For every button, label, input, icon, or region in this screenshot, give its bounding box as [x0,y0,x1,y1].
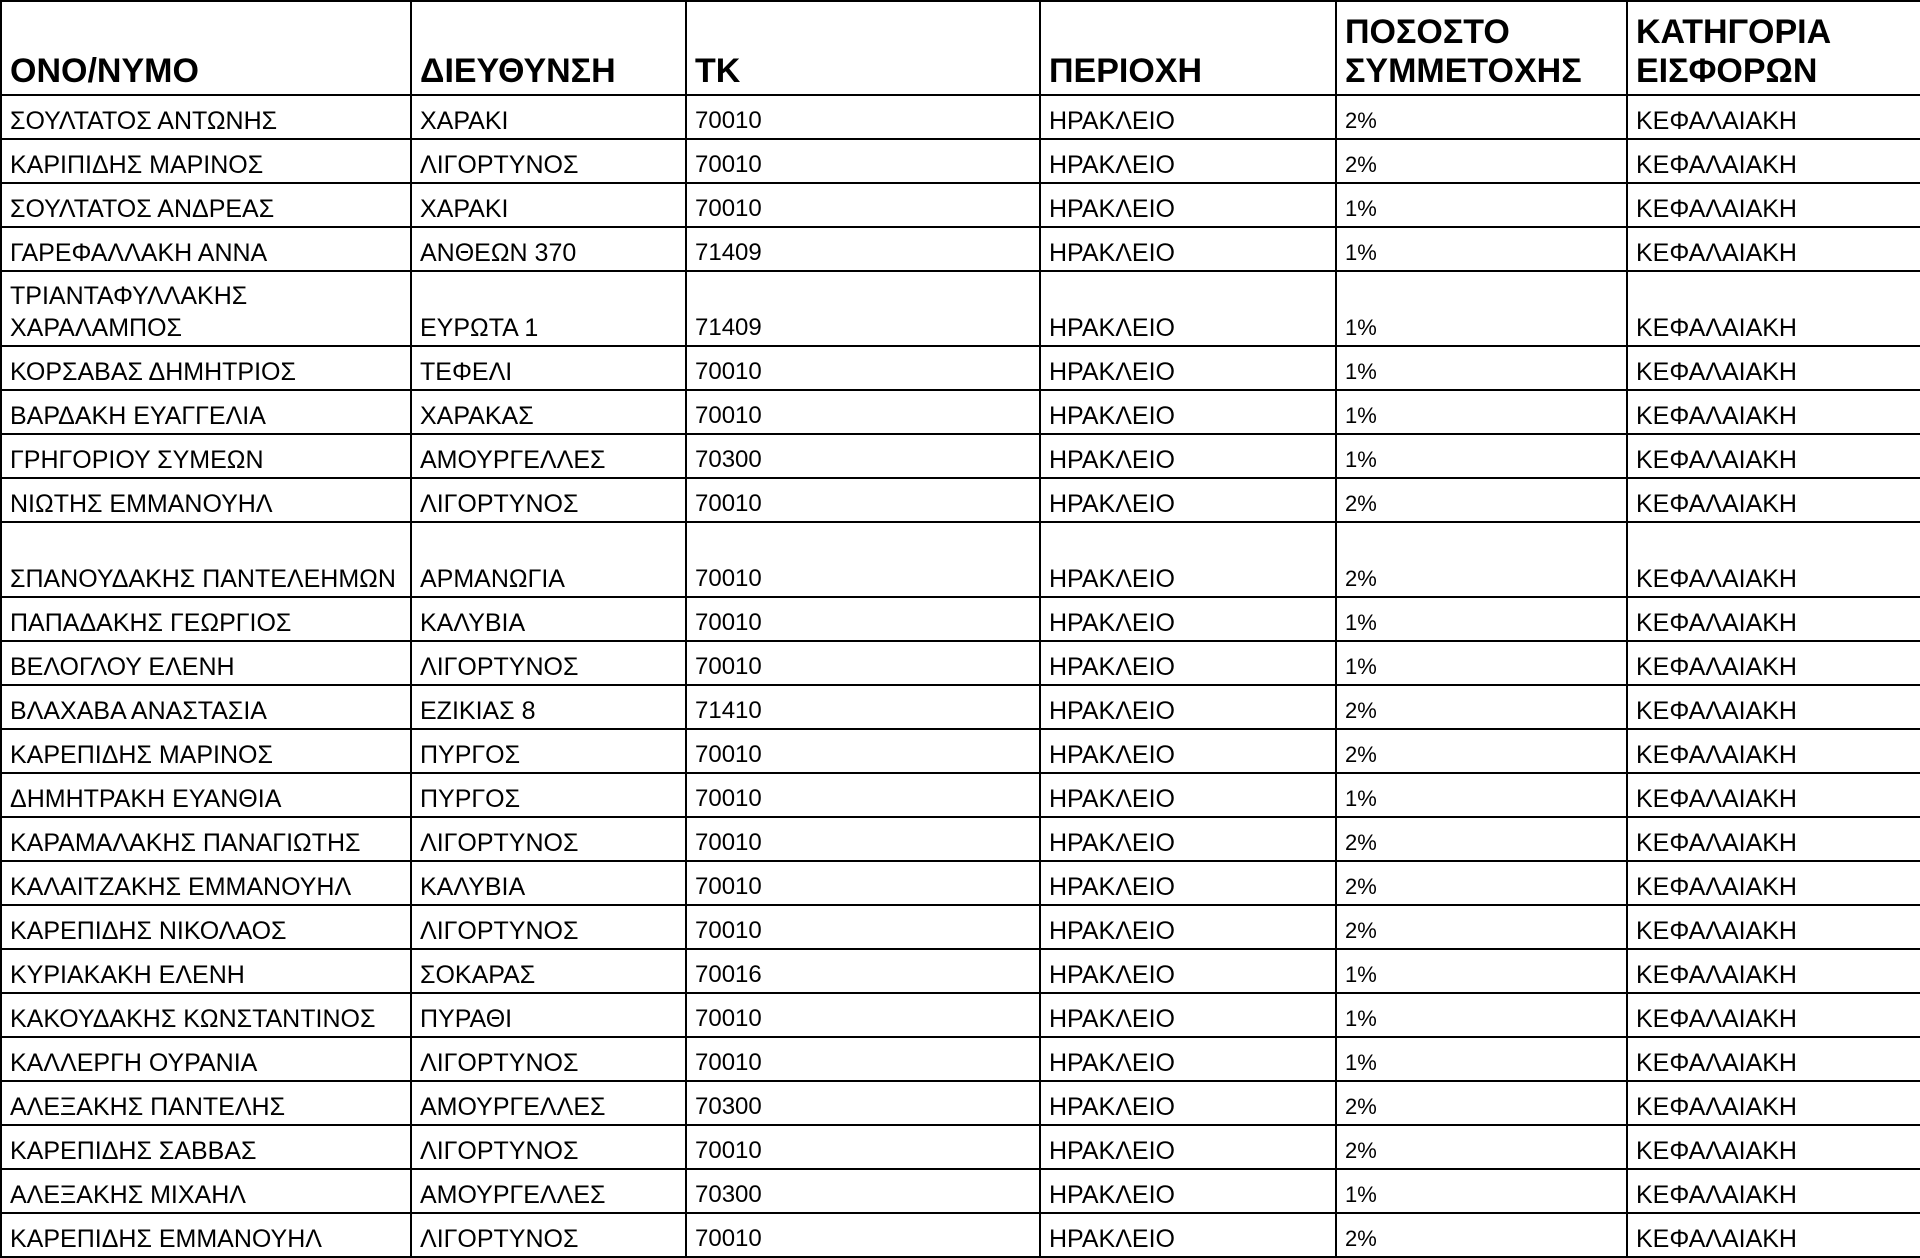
table-row [1,597,1920,641]
table-row [1,1125,1920,1169]
category-cell: ΚΕΦΑΛΑΙΑΚΗ [1627,1169,1920,1213]
region-cell: ΗΡΑΚΛΕΙΟ [1040,685,1336,729]
category-cell: ΚΕΦΑΛΑΙΑΚΗ [1627,95,1920,139]
percentage-cell: 2% [1336,1213,1627,1257]
category-cell: ΚΕΦΑΛΑΙΑΚΗ [1627,773,1920,817]
header-participation-percentage: ΠΟΣΟΣΤΟ ΣΥΜΜΕΤΟΧΗΣ [1336,1,1627,95]
table-row [1,817,1920,861]
percentage-cell: 1% [1336,434,1627,478]
category-cell: ΚΕΦΑΛΑΙΑΚΗ [1627,817,1920,861]
category-cell: ΚΕΦΑΛΑΙΑΚΗ [1627,139,1920,183]
address-cell: ΛΙΓΟΡΤΥΝΟΣ [411,1213,686,1257]
address-cell: ΕΥΡΩΤΑ 1 [411,271,686,346]
category-cell: ΚΕΦΑΛΑΙΑΚΗ [1627,861,1920,905]
region-cell: ΗΡΑΚΛΕΙΟ [1040,861,1336,905]
category-cell: ΚΕΦΑΛΑΙΑΚΗ [1627,434,1920,478]
table-row [1,183,1920,227]
region-cell: ΗΡΑΚΛΕΙΟ [1040,390,1336,434]
table-row [1,95,1920,139]
postal-code-cell: 70010 [686,641,1040,685]
category-cell: ΚΕΦΑΛΑΙΑΚΗ [1627,685,1920,729]
percentage-cell: 1% [1336,773,1627,817]
category-cell: ΚΕΦΑΛΑΙΑΚΗ [1627,478,1920,522]
name-cell: ΣΟΥΛΤΑΤΟΣ ΑΝΔΡΕΑΣ [1,183,411,227]
region-cell: ΗΡΑΚΛΕΙΟ [1040,597,1336,641]
region-cell: ΗΡΑΚΛΕΙΟ [1040,478,1336,522]
category-cell: ΚΕΦΑΛΑΙΑΚΗ [1627,993,1920,1037]
name-cell: ΤΡΙΑΝΤΑΦΥΛΛΑΚΗΣ ΧΑΡΑΛΑΜΠΟΣ [1,271,411,346]
name-cell: ΒΑΡΔΑΚΗ ΕΥΑΓΓΕΛΙΑ [1,390,411,434]
postal-code-cell: 71409 [686,271,1040,346]
category-cell: ΚΕΦΑΛΑΙΑΚΗ [1627,1081,1920,1125]
name-cell: ΚΟΡΣΑΒΑΣ ΔΗΜΗΤΡΙΟΣ [1,346,411,390]
postal-code-cell: 70010 [686,1037,1040,1081]
percentage-cell: 2% [1336,1125,1627,1169]
region-cell: ΗΡΑΚΛΕΙΟ [1040,905,1336,949]
table-row [1,1169,1920,1213]
postal-code-cell: 70010 [686,729,1040,773]
name-cell: ΚΥΡΙΑΚΑΚΗ ΕΛΕΝΗ [1,949,411,993]
percentage-cell: 1% [1336,346,1627,390]
postal-code-cell: 70010 [686,861,1040,905]
address-cell: ΣΟΚΑΡΑΣ [411,949,686,993]
address-cell: ΧΑΡΑΚΑΣ [411,390,686,434]
address-cell: ΛΙΓΟΡΤΥΝΟΣ [411,1125,686,1169]
name-cell: ΣΟΥΛΤΑΤΟΣ ΑΝΤΩΝΗΣ [1,95,411,139]
postal-code-cell: 70010 [686,478,1040,522]
percentage-cell: 1% [1336,390,1627,434]
address-cell: ΠΥΡΓΟΣ [411,773,686,817]
percentage-cell: 2% [1336,817,1627,861]
postal-code-cell: 70010 [686,1125,1040,1169]
header-region: ΠΕΡΙΟΧΗ [1040,1,1336,95]
name-cell: ΚΑΡΑΜΑΛΑΚΗΣ ΠΑΝΑΓΙΩΤΗΣ [1,817,411,861]
category-cell: ΚΕΦΑΛΑΙΑΚΗ [1627,390,1920,434]
postal-code-cell: 71409 [686,227,1040,271]
table-row [1,641,1920,685]
name-cell: ΑΛΕΞΑΚΗΣ ΠΑΝΤΕΛΗΣ [1,1081,411,1125]
address-cell: ΑΜΟΥΡΓΕΛΛΕΣ [411,1169,686,1213]
header-name: ΟΝΟ/ΝΥΜΟ [1,1,411,95]
region-cell: ΗΡΑΚΛΕΙΟ [1040,993,1336,1037]
name-cell: ΚΑΛΑΙΤΖΑΚΗΣ ΕΜΜΑΝΟΥΗΛ [1,861,411,905]
postal-code-cell: 70010 [686,346,1040,390]
category-cell: ΚΕΦΑΛΑΙΑΚΗ [1627,227,1920,271]
category-cell: ΚΕΦΑΛΑΙΑΚΗ [1627,949,1920,993]
address-cell: ΛΙΓΟΡΤΥΝΟΣ [411,478,686,522]
address-cell: ΛΙΓΟΡΤΥΝΟΣ [411,817,686,861]
region-cell: ΗΡΑΚΛΕΙΟ [1040,139,1336,183]
name-cell: ΚΑΡΕΠΙΔΗΣ ΣΑΒΒΑΣ [1,1125,411,1169]
category-cell: ΚΕΦΑΛΑΙΑΚΗ [1627,346,1920,390]
name-cell: ΚΑΡΕΠΙΔΗΣ ΜΑΡΙΝΟΣ [1,729,411,773]
category-cell: ΚΕΦΑΛΑΙΑΚΗ [1627,597,1920,641]
percentage-cell: 1% [1336,949,1627,993]
postal-code-cell: 70300 [686,434,1040,478]
table-row [1,685,1920,729]
percentage-cell: 1% [1336,993,1627,1037]
postal-code-cell: 70010 [686,817,1040,861]
table-row [1,1213,1920,1257]
name-cell: ΑΛΕΞΑΚΗΣ ΜΙΧΑΗΛ [1,1169,411,1213]
name-cell: ΣΠΑΝΟΥΔΑΚΗΣ ΠΑΝΤΕΛΕΗΜΩΝ [1,522,411,597]
percentage-cell: 1% [1336,227,1627,271]
name-cell: ΚΑΡΕΠΙΔΗΣ ΕΜΜΑΝΟΥΗΛ [1,1213,411,1257]
name-cell: ΔΗΜΗΤΡΑΚΗ ΕΥΑΝΘΙΑ [1,773,411,817]
postal-code-cell: 70010 [686,95,1040,139]
table-row [1,271,1920,346]
region-cell: ΗΡΑΚΛΕΙΟ [1040,522,1336,597]
postal-code-cell: 70010 [686,522,1040,597]
category-cell: ΚΕΦΑΛΑΙΑΚΗ [1627,1037,1920,1081]
percentage-cell: 1% [1336,597,1627,641]
table-row [1,949,1920,993]
table-row [1,1037,1920,1081]
postal-code-cell: 70300 [686,1081,1040,1125]
postal-code-cell: 70010 [686,139,1040,183]
address-cell: ΚΑΛΥΒΙΑ [411,597,686,641]
address-cell: ΠΥΡΑΘΙ [411,993,686,1037]
category-cell: ΚΕΦΑΛΑΙΑΚΗ [1627,522,1920,597]
postal-code-cell: 70010 [686,1213,1040,1257]
table-row [1,1081,1920,1125]
name-cell: ΓΡΗΓΟΡΙΟΥ ΣΥΜΕΩΝ [1,434,411,478]
percentage-cell: 2% [1336,139,1627,183]
region-cell: ΗΡΑΚΛΕΙΟ [1040,183,1336,227]
percentage-cell: 1% [1336,271,1627,346]
postal-code-cell: 70300 [686,1169,1040,1213]
header-postal-code: ΤΚ [686,1,1040,95]
address-cell: ΛΙΓΟΡΤΥΝΟΣ [411,139,686,183]
postal-code-cell: 70016 [686,949,1040,993]
address-cell: ΠΥΡΓΟΣ [411,729,686,773]
percentage-cell: 2% [1336,729,1627,773]
postal-code-cell: 70010 [686,183,1040,227]
table-row [1,227,1920,271]
region-cell: ΗΡΑΚΛΕΙΟ [1040,773,1336,817]
region-cell: ΗΡΑΚΛΕΙΟ [1040,1081,1336,1125]
postal-code-cell: 71410 [686,685,1040,729]
postal-code-cell: 70010 [686,597,1040,641]
table-row [1,139,1920,183]
category-cell: ΚΕΦΑΛΑΙΑΚΗ [1627,1125,1920,1169]
table-row [1,522,1920,597]
region-cell: ΗΡΑΚΛΕΙΟ [1040,95,1336,139]
address-cell: ΛΙΓΟΡΤΥΝΟΣ [411,1037,686,1081]
category-cell: ΚΕΦΑΛΑΙΑΚΗ [1627,271,1920,346]
header-contribution-category: ΚΑΤΗΓΟΡΙΑ ΕΙΣΦΟΡΩΝ [1627,1,1920,95]
percentage-cell: 2% [1336,861,1627,905]
region-cell: ΗΡΑΚΛΕΙΟ [1040,641,1336,685]
address-cell: ΕΖΙΚΙΑΣ 8 [411,685,686,729]
percentage-cell: 1% [1336,1037,1627,1081]
region-cell: ΗΡΑΚΛΕΙΟ [1040,227,1336,271]
percentage-cell: 2% [1336,1081,1627,1125]
name-cell: ΓΑΡΕΦΑΛΛΑΚΗ ΑΝΝΑ [1,227,411,271]
table-row [1,905,1920,949]
address-cell: ΚΑΛΥΒΙΑ [411,861,686,905]
percentage-cell: 1% [1336,1169,1627,1213]
address-cell: ΧΑΡΑΚΙ [411,95,686,139]
region-cell: ΗΡΑΚΛΕΙΟ [1040,729,1336,773]
percentage-cell: 2% [1336,905,1627,949]
region-cell: ΗΡΑΚΛΕΙΟ [1040,346,1336,390]
region-cell: ΗΡΑΚΛΕΙΟ [1040,1169,1336,1213]
region-cell: ΗΡΑΚΛΕΙΟ [1040,1037,1336,1081]
name-cell: ΚΑΛΛΕΡΓΗ ΟΥΡΑΝΙΑ [1,1037,411,1081]
region-cell: ΗΡΑΚΛΕΙΟ [1040,1213,1336,1257]
address-cell: ΑΝΘΕΩΝ 370 [411,227,686,271]
category-cell: ΚΕΦΑΛΑΙΑΚΗ [1627,1213,1920,1257]
name-cell: ΚΑΡΕΠΙΔΗΣ ΝΙΚΟΛΑΟΣ [1,905,411,949]
name-cell: ΒΕΛΟΓΛΟΥ ΕΛΕΝΗ [1,641,411,685]
category-cell: ΚΕΦΑΛΑΙΑΚΗ [1627,905,1920,949]
postal-code-cell: 70010 [686,993,1040,1037]
table-row [1,390,1920,434]
header-row [1,1,1920,95]
address-cell: ΤΕΦΕΛΙ [411,346,686,390]
name-cell: ΒΛΑΧΑΒΑ ΑΝΑΣΤΑΣΙΑ [1,685,411,729]
table-row [1,434,1920,478]
name-cell: ΚΑΡΙΠΙΔΗΣ ΜΑΡΙΝΟΣ [1,139,411,183]
address-cell: ΑΜΟΥΡΓΕΛΛΕΣ [411,1081,686,1125]
address-cell: ΧΑΡΑΚΙ [411,183,686,227]
table-row [1,993,1920,1037]
name-cell: ΚΑΚΟΥΔΑΚΗΣ ΚΩΝΣΤΑΝΤΙΝΟΣ [1,993,411,1037]
table-row [1,478,1920,522]
address-cell: ΛΙΓΟΡΤΥΝΟΣ [411,641,686,685]
percentage-cell: 1% [1336,183,1627,227]
category-cell: ΚΕΦΑΛΑΙΑΚΗ [1627,641,1920,685]
address-cell: ΑΡΜΑΝΩΓΙΑ [411,522,686,597]
percentage-cell: 1% [1336,641,1627,685]
address-cell: ΑΜΟΥΡΓΕΛΛΕΣ [411,434,686,478]
table-row [1,346,1920,390]
name-cell: ΠΑΠΑΔΑΚΗΣ ΓΕΩΡΓΙΟΣ [1,597,411,641]
region-cell: ΗΡΑΚΛΕΙΟ [1040,434,1336,478]
table-row [1,729,1920,773]
percentage-cell: 2% [1336,95,1627,139]
region-cell: ΗΡΑΚΛΕΙΟ [1040,271,1336,346]
address-cell: ΛΙΓΟΡΤΥΝΟΣ [411,905,686,949]
region-cell: ΗΡΑΚΛΕΙΟ [1040,949,1336,993]
percentage-cell: 2% [1336,478,1627,522]
header-address: ΔΙΕΥΘΥΝΣΗ [411,1,686,95]
postal-code-cell: 70010 [686,905,1040,949]
table-row [1,773,1920,817]
postal-code-cell: 70010 [686,773,1040,817]
category-cell: ΚΕΦΑΛΑΙΑΚΗ [1627,183,1920,227]
name-cell: ΝΙΩΤΗΣ ΕΜΜΑΝΟΥΗΛ [1,478,411,522]
percentage-cell: 2% [1336,522,1627,597]
percentage-cell: 2% [1336,685,1627,729]
region-cell: ΗΡΑΚΛΕΙΟ [1040,817,1336,861]
region-cell: ΗΡΑΚΛΕΙΟ [1040,1125,1336,1169]
postal-code-cell: 70010 [686,390,1040,434]
table-row [1,861,1920,905]
category-cell: ΚΕΦΑΛΑΙΑΚΗ [1627,729,1920,773]
